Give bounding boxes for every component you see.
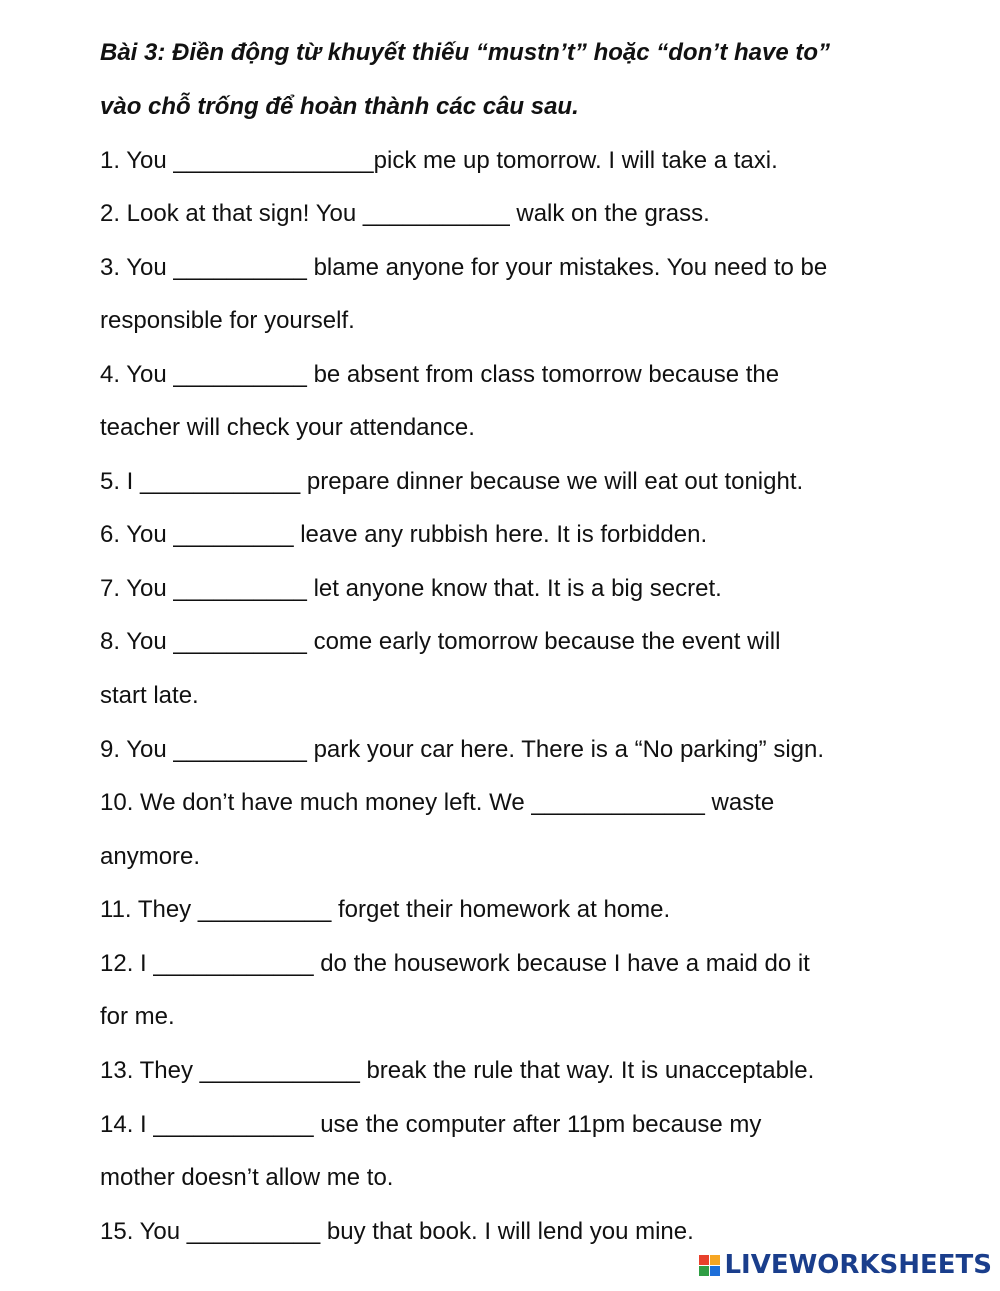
exercise-line: mother doesn’t allow me to. <box>100 1164 394 1191</box>
exercise-line: 11. They __________ forget their homework at home. <box>100 896 671 923</box>
exercise-line: start late. <box>100 682 199 709</box>
exercise-line: 15. You __________ buy that book. I will lend you mine. <box>100 1218 694 1245</box>
exercise-line: 8. You __________ come early tomorrow because the event will <box>100 628 781 655</box>
exercise-line: for me. <box>100 1003 175 1030</box>
exercise-line: responsible for yourself. <box>100 307 355 334</box>
liveworksheets-mark-icon <box>699 1255 720 1276</box>
exercise-line: 13. They ____________ break the rule that way. It is unacceptable. <box>100 1057 815 1084</box>
exercise-line: 2. Look at that sign! You ___________ walk on the grass. <box>100 200 710 227</box>
exercise-title-line-2: vào chỗ trống để hoàn thành các câu sau. <box>100 93 579 120</box>
exercise-line: 6. You _________ leave any rubbish here. It is forbidden. <box>100 521 708 548</box>
exercise-line: 10. We don’t have much money left. We _____________ waste <box>100 789 775 816</box>
exercise-line: 12. I ____________ do the housework because I have a maid do it <box>100 950 810 977</box>
exercise-line: 1. You _______________pick me up tomorrow. I will take a taxi. <box>100 147 778 174</box>
exercise-title-line-1: Bài 3: Điền động từ khuyết thiếu “mustn’t” hoặc “don’t have to” <box>100 39 831 66</box>
logo-text: LIVEWORKSHEETS <box>724 1250 992 1280</box>
liveworksheets-logo <box>699 1251 992 1279</box>
exercise-line: anymore. <box>100 843 201 870</box>
exercise-line: 4. You __________ be absent from class tomorrow because the <box>100 361 780 388</box>
exercise-line: 14. I ____________ use the computer after 11pm because my <box>100 1111 762 1138</box>
exercise-line: 9. You __________ park your car here. There is a “No parking” sign. <box>100 736 825 763</box>
exercise-line: 3. You __________ blame anyone for your mistakes. You need to be <box>100 254 828 281</box>
exercise-line: teacher will check your attendance. <box>100 414 475 441</box>
exercise-line: 5. I ____________ prepare dinner because we will eat out tonight. <box>100 468 804 495</box>
exercise-line: 7. You __________ let anyone know that. It is a big secret. <box>100 575 722 602</box>
